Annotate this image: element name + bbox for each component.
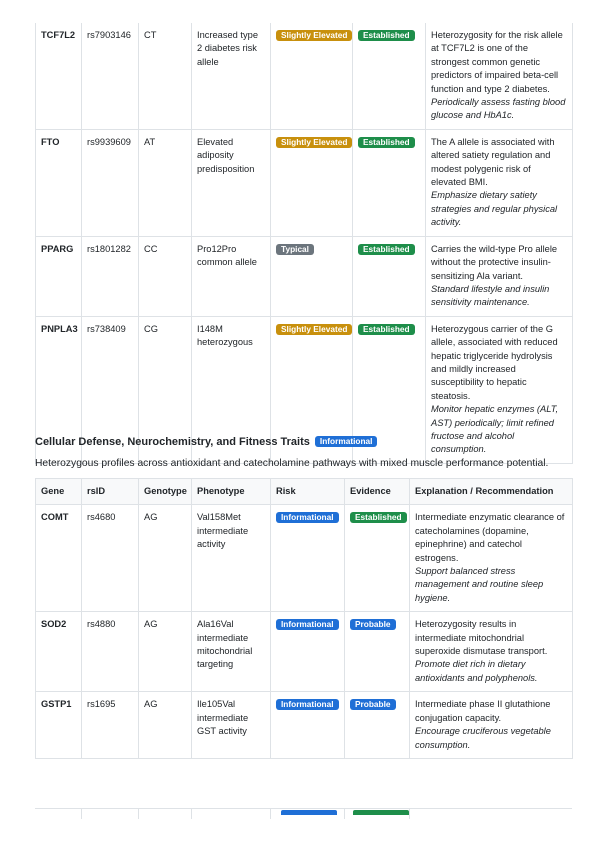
risk-badge: Informational	[276, 699, 339, 710]
evidence-cell	[345, 692, 410, 759]
risk-cell	[271, 612, 345, 692]
explanation-cell	[426, 23, 573, 129]
gene-cell: PPARG	[36, 236, 82, 316]
explanation-cell	[426, 129, 573, 236]
section-description: Heterozygous profiles across antioxidant and catecholamine pathways with mixed muscle performance potential.	[35, 458, 549, 469]
explanation-text: Intermediate enzymatic clearance of catecholamines (dopamine, epinephrine) and catechol estrogens.	[415, 512, 565, 563]
genotype-cell: CG	[139, 316, 192, 463]
table-divider	[191, 809, 192, 819]
column-header-explanation: Explanation / Recommendation	[410, 479, 573, 505]
evidence-badge: Established	[358, 244, 415, 255]
table-row	[36, 505, 573, 612]
risk-cell	[271, 692, 345, 759]
rsid-cell: rs1695	[82, 692, 139, 759]
phenotype-cell: Increased type 2 diabetes risk allele	[192, 23, 271, 129]
genotype-cell: AG	[139, 612, 192, 692]
explanation-text: The A allele is associated with altered satiety regulation and modest polygenic risk of elevated BMI.	[431, 136, 555, 188]
risk-badge: Slightly Elevated	[276, 137, 352, 148]
explanation-text: Heterozygous carrier of the G allele, associated with reduced hepatic triglyceride hydrolysis and mildly increased susceptibility to hepatic steatosis.	[431, 323, 558, 401]
clipped-evidence-badge	[353, 810, 409, 815]
explanation-text: Heterozygosity for the risk allele at TCF7L2 is one of the strongest common genetic predictors of impaired beta-cell function and type 2 diabetes.	[431, 30, 563, 94]
genotype-cell: AG	[139, 505, 192, 612]
clipped-risk-badge	[281, 810, 337, 815]
risk-badge: Slightly Elevated	[276, 324, 352, 335]
risk-cell	[271, 129, 353, 236]
risk-cell	[271, 505, 345, 612]
phenotype-cell: Ala16Val intermediate mitochondrial targeting	[192, 612, 271, 692]
evidence-badge: Probable	[350, 619, 396, 630]
table-divider	[344, 809, 345, 819]
explanation-cell	[410, 612, 573, 692]
table-row	[36, 612, 573, 692]
rsid-cell: rs9939609	[82, 129, 139, 236]
phenotype-cell: Pro12Pro common allele	[192, 236, 271, 316]
gene-cell: COMT	[36, 505, 82, 612]
phenotype-cell: Ile105Val intermediate GST activity	[192, 692, 271, 759]
evidence-badge: Established	[358, 324, 415, 335]
explanation-cell	[410, 692, 573, 759]
recommendation-text: Encourage cruciferous vegetable consumption.	[415, 726, 551, 750]
risk-badge: Typical	[276, 244, 314, 255]
gene-cell: PNPLA3	[36, 316, 82, 463]
table-row	[36, 129, 573, 236]
section-title-text: Cellular Defense, Neurochemistry, and Fitness Traits	[35, 436, 310, 448]
risk-cell	[271, 23, 353, 129]
rsid-cell: rs1801282	[82, 236, 139, 316]
explanation-cell	[426, 316, 573, 463]
gene-cell: SOD2	[36, 612, 82, 692]
evidence-cell	[353, 236, 426, 316]
recommendation-text: Promote diet rich in dietary antioxidants and polyphenols.	[415, 659, 538, 683]
evidence-badge: Established	[350, 512, 407, 523]
column-header-risk: Risk	[271, 479, 345, 505]
genotype-cell: CT	[139, 23, 192, 129]
gene-cell: TCF7L2	[36, 23, 82, 129]
section-badge: Informational	[315, 436, 378, 447]
gene-cell: GSTP1	[36, 692, 82, 759]
recommendation-text: Periodically assess fasting blood glucose and HbA1c.	[431, 97, 566, 121]
table-header-row	[36, 479, 573, 505]
column-header-phenotype: Phenotype	[192, 479, 271, 505]
next-page-table-edge	[35, 808, 572, 818]
column-header-gene: Gene	[36, 479, 82, 505]
explanation-text: Intermediate phase II glutathione conjugation capacity.	[415, 699, 551, 723]
evidence-cell	[353, 129, 426, 236]
risk-badge: Informational	[276, 619, 339, 630]
genotype-cell: CC	[139, 236, 192, 316]
column-header-evidence: Evidence	[345, 479, 410, 505]
evidence-badge: Established	[358, 30, 415, 41]
recommendation-text: Monitor hepatic enzymes (ALT, AST) periodically; limit refined fructose and alcohol consumption.	[431, 404, 559, 455]
column-header-genotype: Genotype	[139, 479, 192, 505]
table-divider	[409, 809, 410, 819]
risk-badge: Slightly Elevated	[276, 30, 352, 41]
rsid-cell: rs7903146	[82, 23, 139, 129]
phenotype-cell: Elevated adiposity predisposition	[192, 129, 271, 236]
risk-badge: Informational	[276, 512, 339, 523]
metabolic-traits-table	[35, 23, 573, 464]
rsid-cell: rs4880	[82, 612, 139, 692]
table-row	[36, 23, 573, 129]
cellular-defense-table	[35, 478, 573, 759]
table-divider	[138, 809, 139, 819]
section-title	[35, 436, 377, 448]
genotype-cell: AT	[139, 129, 192, 236]
rsid-cell: rs4680	[82, 505, 139, 612]
phenotype-cell: Val158Met intermediate activity	[192, 505, 271, 612]
recommendation-text: Support balanced stress management and routine sleep hygiene.	[415, 566, 544, 603]
recommendation-text: Emphasize dietary satiety strategies and regular physical activity.	[431, 190, 558, 228]
risk-cell	[271, 236, 353, 316]
phenotype-cell: I148M heterozygous	[192, 316, 271, 463]
rsid-cell: rs738409	[82, 316, 139, 463]
column-header-rsid: rsID	[82, 479, 139, 505]
gene-cell: FTO	[36, 129, 82, 236]
explanation-text: Carries the wild-type Pro allele without the protective insulin-sensitizing Ala variant.	[431, 243, 558, 281]
table-divider	[81, 809, 82, 819]
table-divider	[270, 809, 271, 819]
explanation-text: Heterozygosity results in intermediate mitochondrial superoxide dismutase transport.	[415, 619, 548, 657]
evidence-cell	[345, 612, 410, 692]
table-row	[36, 236, 573, 316]
table-row	[36, 692, 573, 759]
evidence-badge: Probable	[350, 699, 396, 710]
genotype-cell: AG	[139, 692, 192, 759]
explanation-cell	[426, 236, 573, 316]
evidence-cell	[345, 505, 410, 612]
explanation-cell	[410, 505, 573, 612]
recommendation-text: Standard lifestyle and insulin sensitivity maintenance.	[431, 283, 550, 308]
evidence-cell	[353, 23, 426, 129]
evidence-badge: Established	[358, 137, 415, 148]
